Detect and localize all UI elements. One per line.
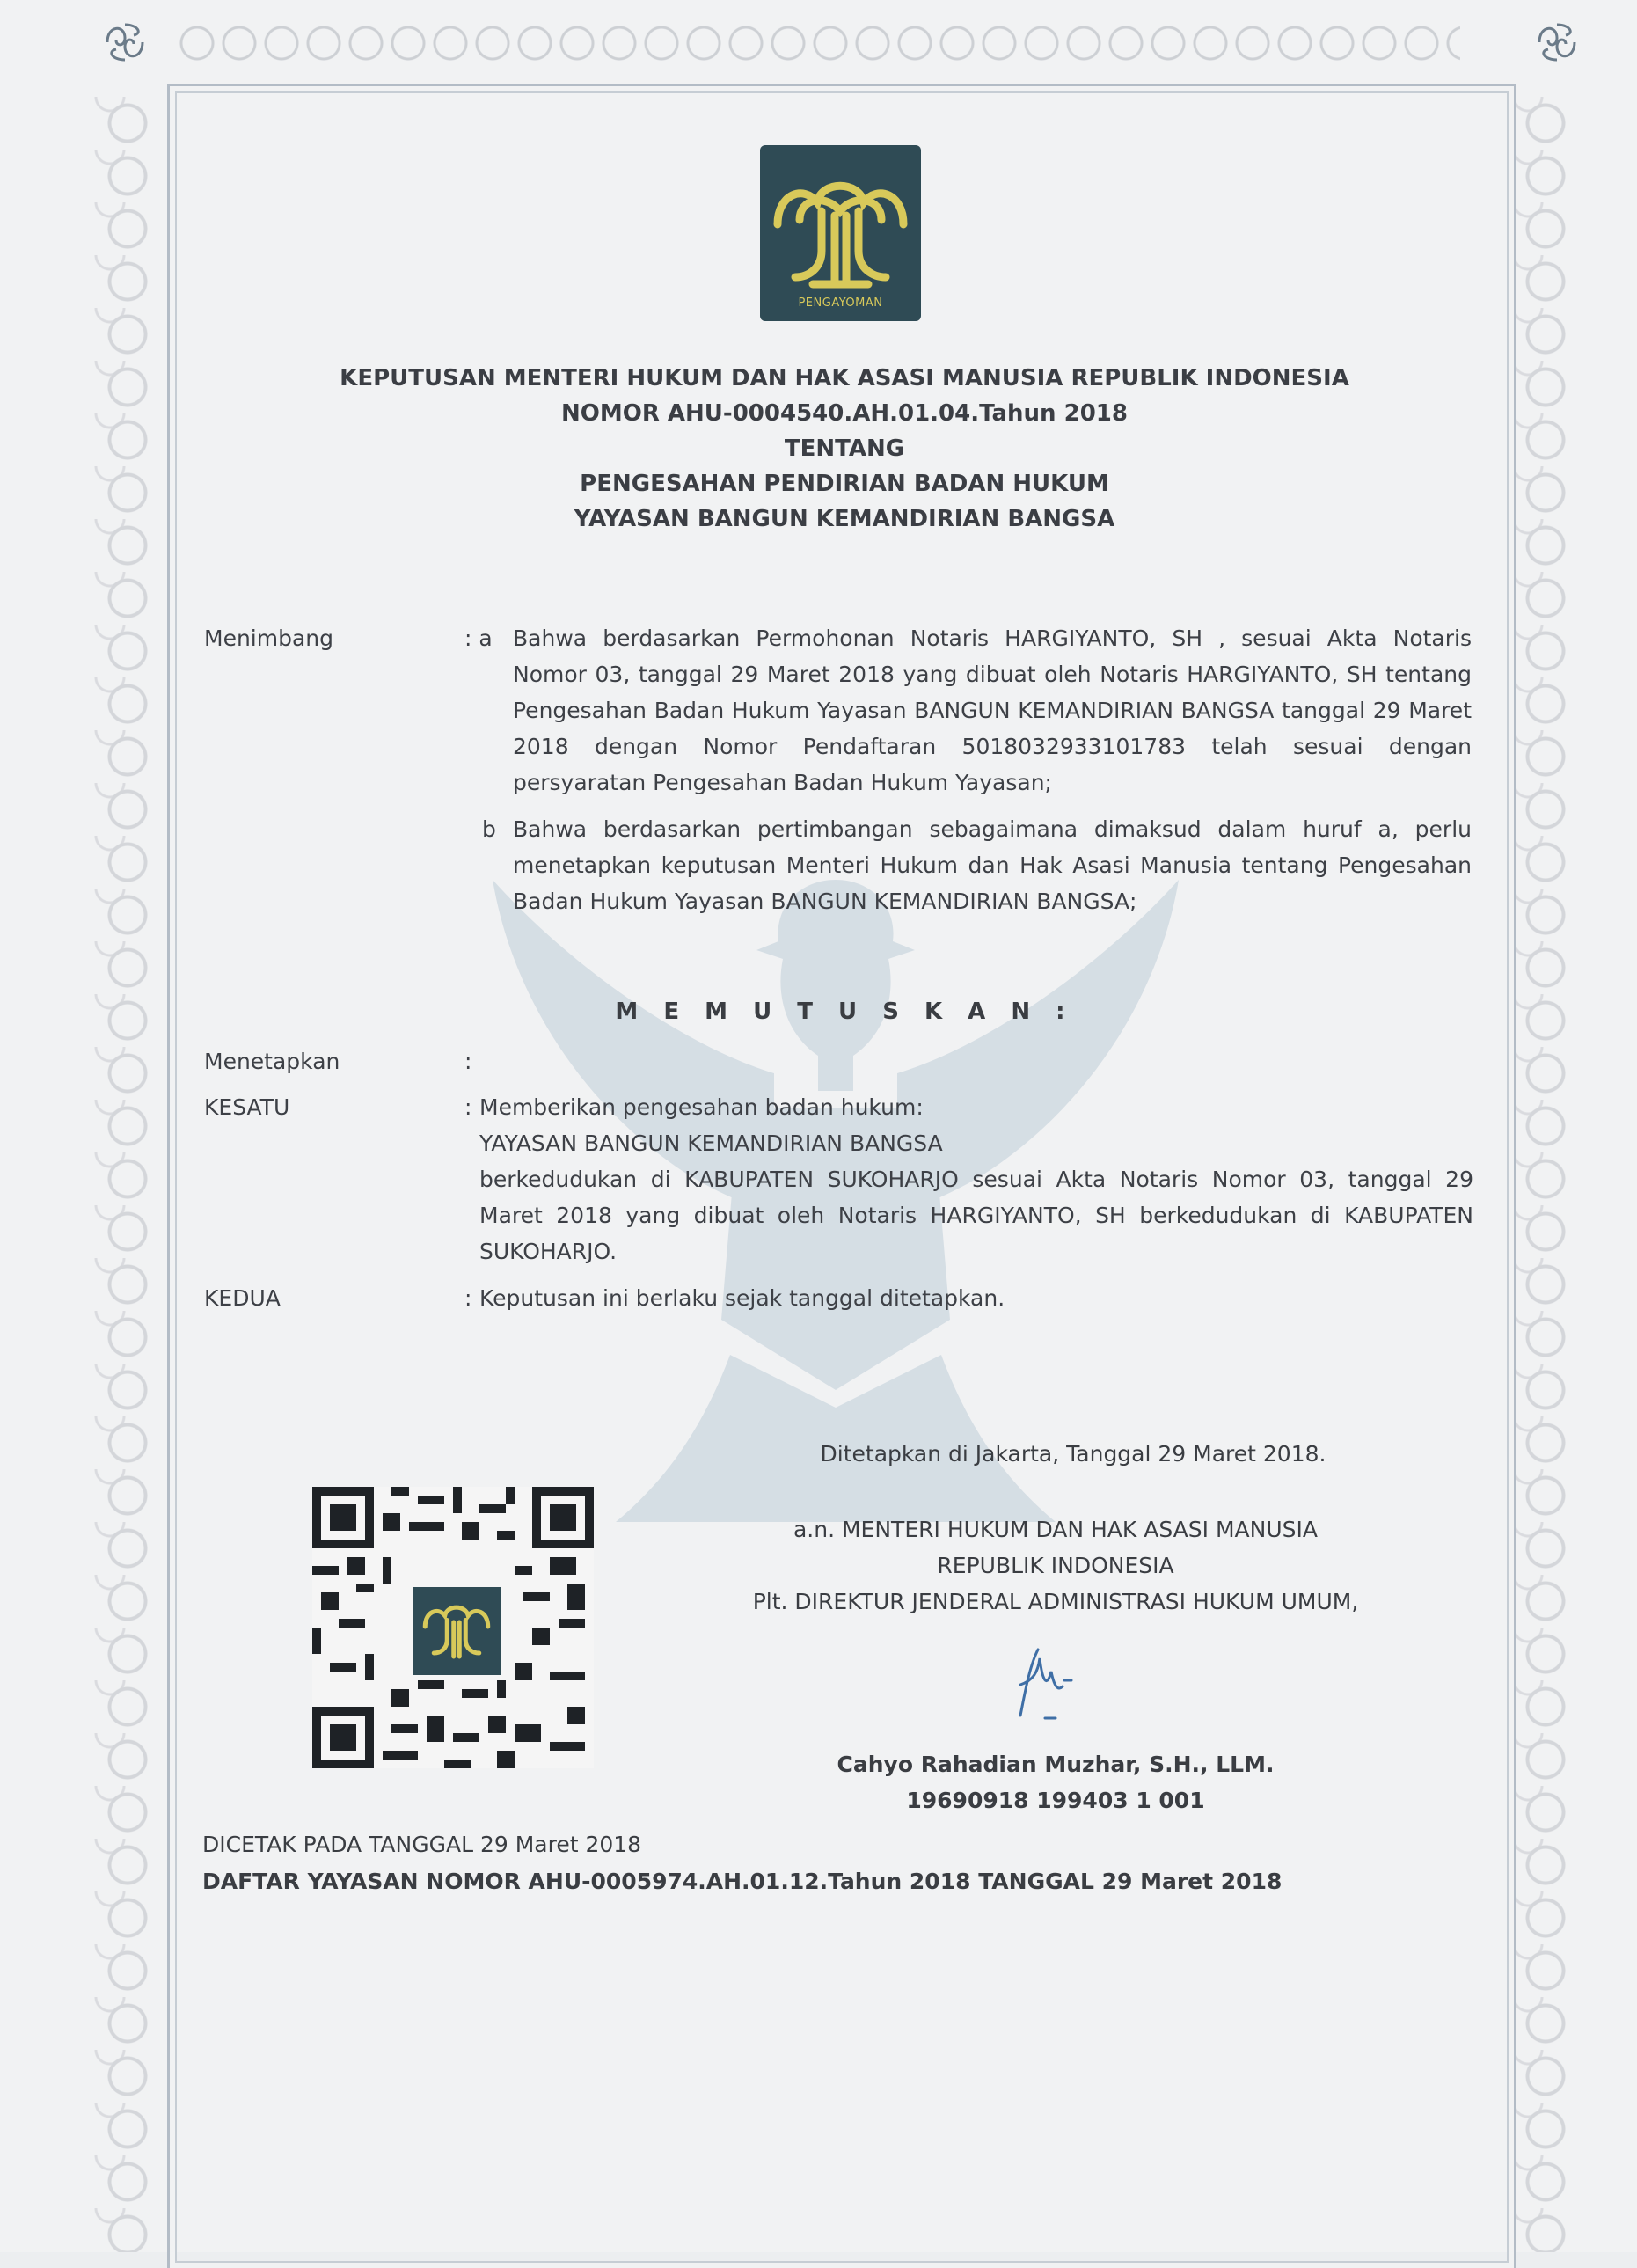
signatory-office-3: Plt. DIREKTUR JENDERAL ADMINISTRASI HUKUM UMUM, <box>752 1589 1359 1614</box>
menimbang-marker-a: : a <box>464 626 493 651</box>
registry-number: DAFTAR YAYASAN NOMOR AHU-0005974.AH.01.12.Tahun 2018 TANGGAL 29 Maret 2018 <box>202 1869 1283 1894</box>
logo-label: PENGAYOMAN <box>798 296 883 310</box>
kesatu-label: KESATU <box>204 1094 290 1120</box>
title-line-2: NOMOR AHU-0004540.AH.01.04.Tahun 2018 <box>561 400 1128 427</box>
signatory-name: Cahyo Rahadian Muzhar, S.H., LLM. <box>837 1752 1275 1777</box>
decree-title <box>176 361 1513 537</box>
printed-date: DICETAK PADA TANGGAL 29 Maret 2018 <box>202 1832 642 1857</box>
title-line-3: TENTANG <box>784 435 905 462</box>
kedua-colon: : <box>464 1285 472 1311</box>
signatory-office-2: REPUBLIK INDONESIA <box>937 1553 1174 1578</box>
menimbang-point-a: Bahwa berdasarkan Permohonan Notaris HARGIYANTO, SH , sesuai Akta Notaris Nomor 03, tanggal 29 Maret 2018 yang dibuat oleh Notaris HARGIYANTO, SH tentang Pengesahan Badan Hukum Yayasan BANGUN KEMANDIRIAN BANGSA tanggal 29 Maret 2018 dengan Nomor Pendaftaran 5018032933101783 telah sesuai dengan persyaratan Pengesahan Badan Hukum Yayasan; <box>513 626 1472 795</box>
decorative-border-right <box>1506 97 1585 2252</box>
title-line-1: KEPUTUSAN MENTERI HUKUM DAN HAK ASASI MANUSIA REPUBLIK INDONESIA <box>340 365 1349 391</box>
kesatu-line-1: Memberikan pengesahan badan hukum: <box>479 1094 924 1120</box>
signatory-office-1: a.n. MENTERI HUKUM DAN HAK ASASI MANUSIA <box>793 1517 1318 1542</box>
kedua-text: Keputusan ini berlaku sejak tanggal ditetapkan. <box>479 1285 1005 1311</box>
qr-code <box>312 1487 594 1768</box>
menimbang-marker-b: b <box>482 816 496 842</box>
decorative-border-top <box>176 12 1460 74</box>
signatory-nip: 19690918 199403 1 001 <box>906 1788 1205 1813</box>
corner-ornament-icon <box>99 16 151 69</box>
qr-center-logo <box>409 1584 504 1679</box>
menetapkan-colon: : <box>464 1049 472 1074</box>
title-line-5: YAYASAN BANGUN KEMANDIRIAN BANGSA <box>574 506 1115 532</box>
menetapkan-label: Menetapkan <box>204 1049 340 1074</box>
corner-ornament-icon <box>1531 16 1583 69</box>
banyan-tree-icon <box>760 145 921 321</box>
kesatu-text <box>479 1089 1473 1269</box>
handwritten-signature <box>1003 1632 1100 1729</box>
menimbang-label: Menimbang <box>204 626 333 651</box>
memutuskan-heading: M E M U T U S K A N : <box>615 999 1074 1025</box>
menimbang-point-b: Bahwa berdasarkan pertimbangan sebagaimana dimaksud dalam huruf a, perlu menetapkan keputusan Menteri Hukum dan Hak Asasi Manusia tentang Pengesahan Badan Hukum Yayasan BANGUN KEMANDIRIAN BANGSA; <box>513 816 1472 914</box>
title-line-4: PENGESAHAN PENDIRIAN BADAN HUKUM <box>580 471 1109 497</box>
kedua-label: KEDUA <box>204 1285 281 1311</box>
kesatu-colon: : <box>464 1094 472 1120</box>
kesatu-line-3: berkedudukan di KABUPATEN SUKOHARJO sesuai Akta Notaris Nomor 03, tanggal 29 Maret 2018 yang dibuat oleh Notaris HARGIYANTO, SH berkedudukan di KABUPATEN SUKOHARJO. <box>479 1167 1473 1264</box>
kesatu-line-2: YAYASAN BANGUN KEMANDIRIAN BANGSA <box>479 1130 943 1156</box>
pengayoman-logo <box>760 145 921 321</box>
banyan-tree-icon <box>413 1587 501 1675</box>
place-date: Ditetapkan di Jakarta, Tanggal 29 Maret 2018. <box>820 1441 1326 1467</box>
decorative-border-left <box>88 97 167 2252</box>
